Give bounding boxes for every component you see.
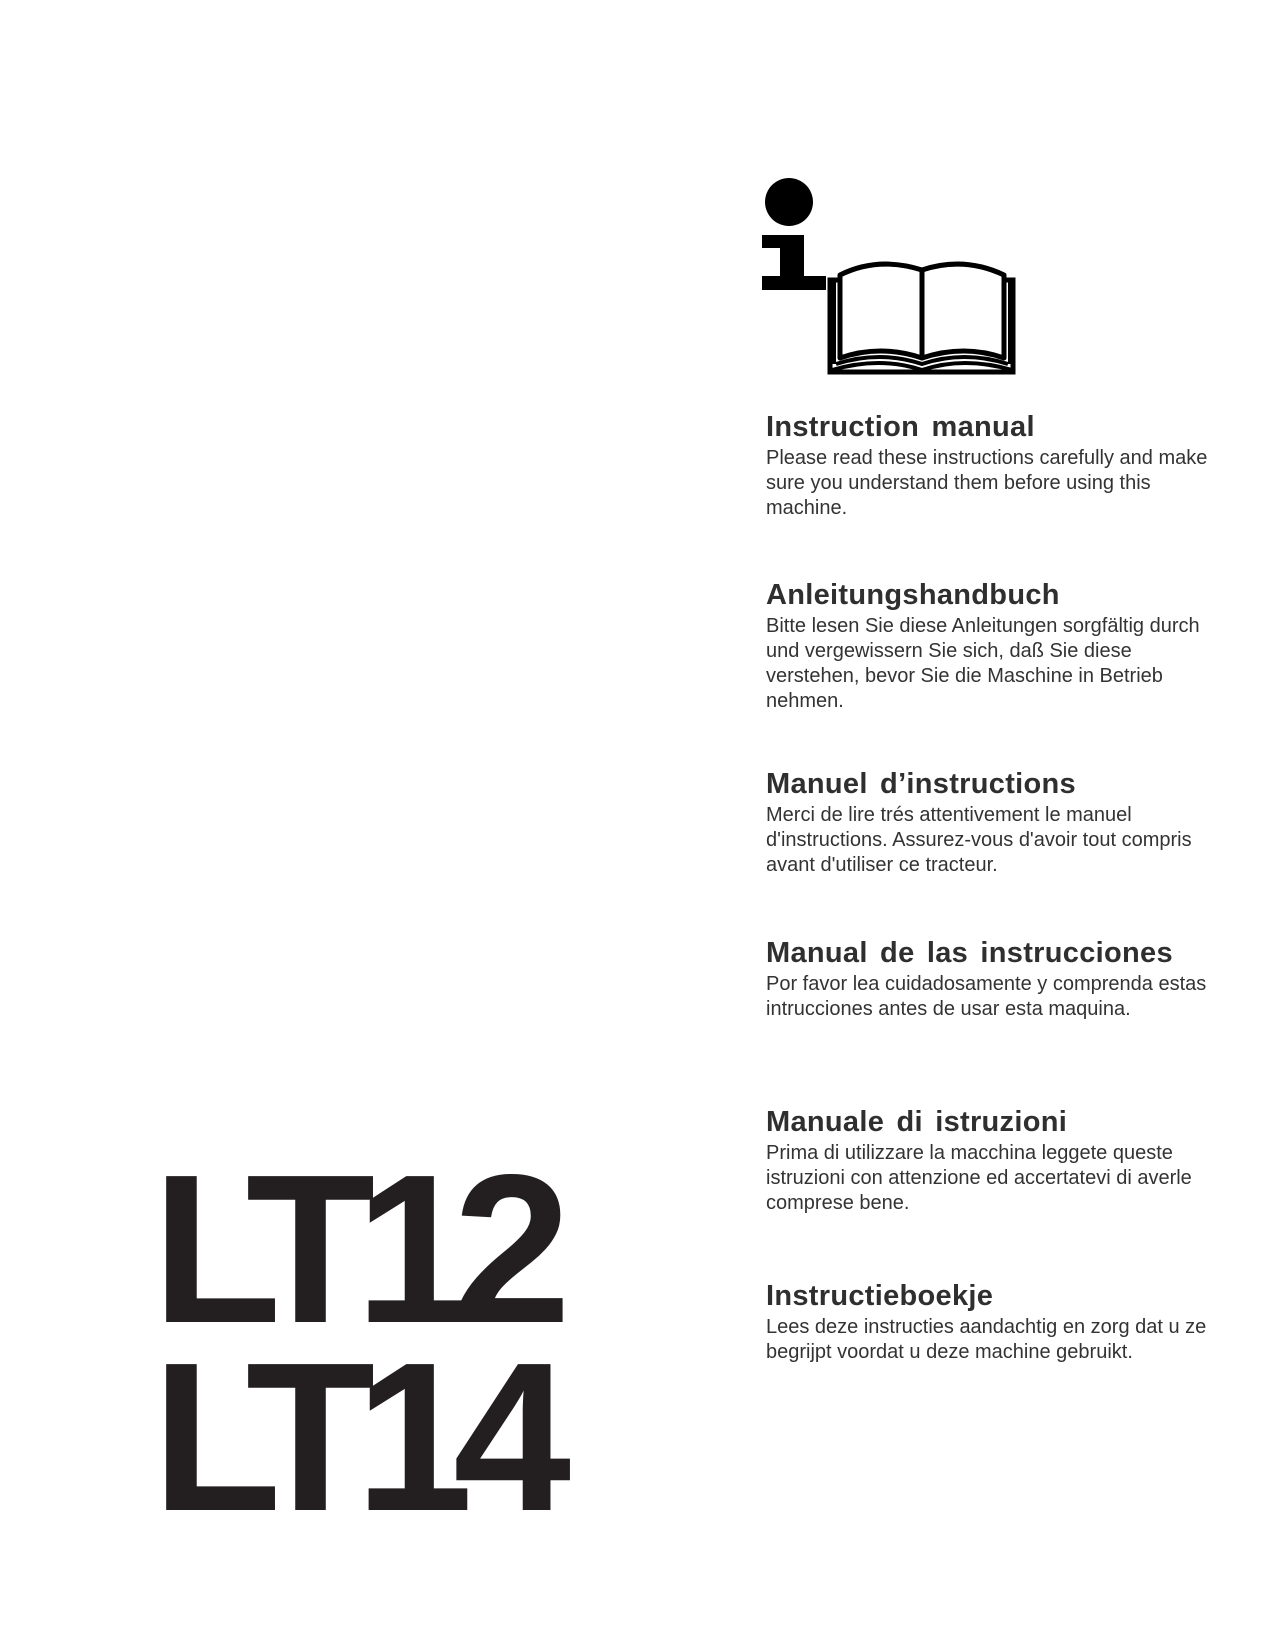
section-body: Lees deze instructies aandachtig en zorg dat u ze begrijpt voordat u deze machine gebruikt. — [766, 1316, 1207, 1363]
section-dutch — [766, 1279, 1226, 1365]
section-english — [766, 410, 1226, 521]
info-book-icon — [760, 178, 1020, 384]
section-title: Manuale di istruzioni — [766, 1106, 1068, 1138]
section-body: Merci de lire trés attentivement le manuel d'instructions. Assurez-vous d'avoir tout compris avant d'utiliser ce tracteur. — [766, 804, 1192, 876]
section-title: Instruction manual — [766, 411, 1035, 443]
section-title: Manual de las instrucciones — [766, 937, 1173, 969]
section-body: Bitte lesen Sie diese Anleitungen sorgfältig durch und vergewissern Sie sich, daß Sie diese verstehen, bevor Sie die Maschine in Betrieb nehmen. — [766, 615, 1200, 712]
section-title: Anleitungshandbuch — [766, 579, 1060, 611]
section-french — [766, 767, 1226, 878]
section-spanish — [766, 936, 1226, 1022]
section-body: Por favor lea cuidadosamente y comprenda estas intrucciones antes de usar esta maquina. — [766, 973, 1207, 1020]
section-title: Manuel d’instructions — [766, 768, 1076, 800]
model-numbers — [152, 1130, 572, 1555]
section-title: Instructieboekje — [766, 1280, 994, 1312]
model-lt14: LT14 — [152, 1318, 552, 1555]
section-german — [766, 578, 1226, 714]
model-lt12: LT12 — [152, 1130, 552, 1367]
section-body: Please read these instructions carefully and make sure you understand them before using this machine. — [766, 447, 1208, 519]
section-italian — [766, 1105, 1226, 1216]
section-body: Prima di utilizzare la macchina leggete queste istruzioni con attenzione ed accertatevi di averle comprese bene. — [766, 1142, 1192, 1214]
